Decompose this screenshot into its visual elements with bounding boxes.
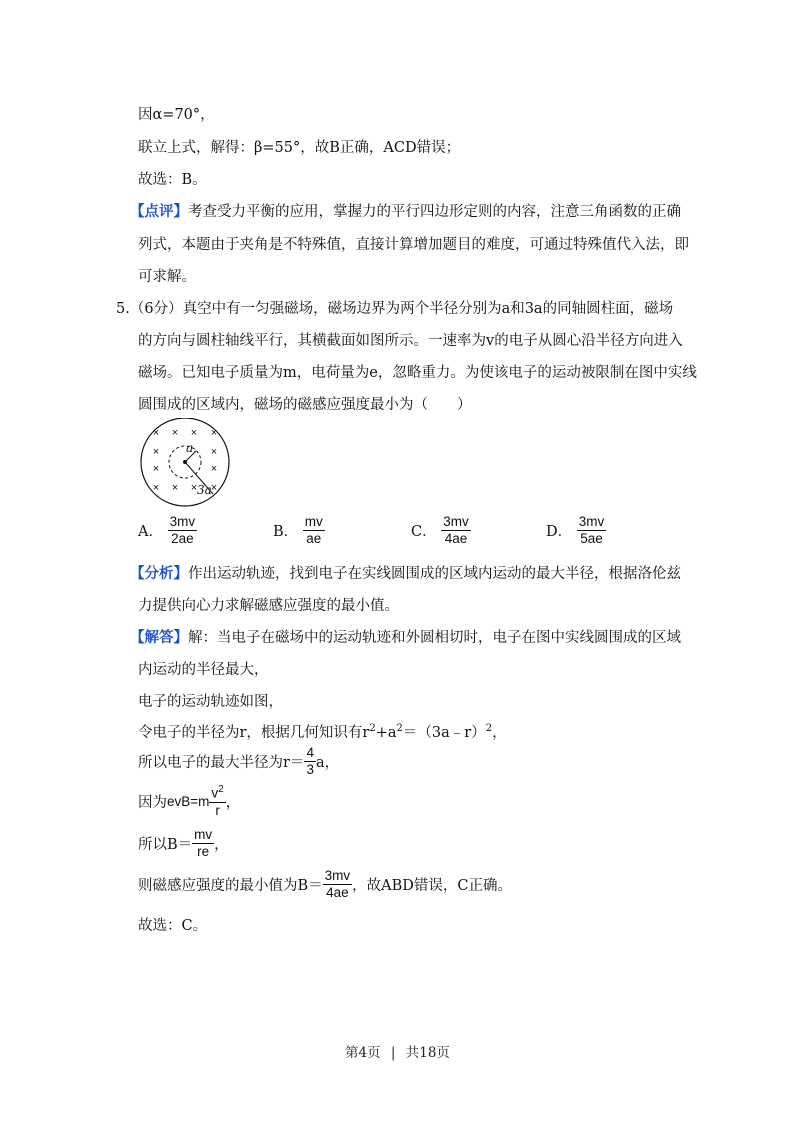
- eq-text: 因为: [138, 794, 167, 811]
- x-mark: ×: [190, 427, 198, 439]
- page-number: 第4页: [345, 1045, 381, 1061]
- x-mark: ×: [171, 427, 179, 439]
- analysis-text-1: 作出运动轨迹，找到电子在实线圆围成的区域内运动的最大半径，根据洛伦兹: [188, 566, 681, 582]
- option-c-fraction: [441, 515, 471, 546]
- x-mark: ×: [210, 427, 218, 439]
- option-a-fraction: [168, 515, 198, 546]
- option-b-den: ae: [306, 531, 322, 547]
- label-3a: 3a: [197, 483, 212, 497]
- x-mark: ×: [152, 446, 160, 458]
- frac-den: re: [197, 844, 210, 860]
- q5-stem-1: （6分）真空中有一匀强磁场，磁场边界为两个半径分别为a和3a的同轴圆柱面，磁场: [129, 301, 674, 317]
- frac-den: r: [215, 802, 220, 818]
- frac-num: mv: [192, 828, 214, 844]
- eq-text: +a: [375, 725, 397, 741]
- fraction-mv-re: [192, 828, 214, 859]
- option-c-label: C．: [411, 524, 437, 541]
- q5-stem-line-3: 磁场。已知电子质量为m，电荷量为e，忽略重力。为使该电子的运动被限制在图中实线: [138, 365, 697, 381]
- solution-tag: 【解答】: [130, 629, 188, 646]
- x-mark: ×: [171, 482, 179, 494]
- option-b-num: mv: [303, 515, 325, 531]
- solution-line-4: [138, 721, 507, 742]
- x-mark: ×: [152, 463, 160, 475]
- review-tag: 【点评】: [130, 203, 188, 220]
- option-a-num: 3mv: [168, 515, 198, 531]
- solution-line-7: [138, 828, 229, 859]
- review-line-2: 列式，本题由于夹角是不特殊值，直接计算增加题目的难度，可通过特殊值代入法，即: [138, 237, 689, 253]
- frac-den: 4ae: [326, 885, 349, 901]
- option-a-label: A．: [138, 524, 163, 541]
- eq-text: 则磁感应强度的最小值为B＝: [138, 878, 323, 895]
- fraction-v2-r: [209, 785, 225, 818]
- solution-line-3: 电子的运动轨迹如图，: [138, 694, 283, 710]
- eq-text: ，: [214, 837, 229, 854]
- eq-text: ，故ABD错误，C正确。: [352, 878, 513, 895]
- solution-line-5: [138, 746, 339, 777]
- frac-num: [209, 785, 225, 803]
- frac-num-sup: 2: [218, 784, 224, 795]
- option-b[interactable]: [273, 515, 325, 546]
- page-total: 共18页: [405, 1045, 450, 1061]
- fraction-4-3: [304, 746, 316, 777]
- option-d-fraction: [577, 515, 607, 546]
- option-d[interactable]: [546, 515, 606, 546]
- prev-line-3: 故选：B。: [138, 172, 207, 188]
- footer-separator: |: [390, 1045, 396, 1061]
- option-b-label: B．: [273, 524, 299, 541]
- solution-line-8: [138, 869, 512, 900]
- eq-text: ，: [225, 794, 241, 811]
- prev-line-2: 联立上式，解得：β=55°，故B正确，ACD错误；: [138, 140, 461, 156]
- frac-num: 4: [304, 746, 316, 762]
- x-mark: ×: [210, 482, 218, 494]
- eq-sup: 2: [369, 723, 376, 735]
- option-a[interactable]: [138, 515, 197, 546]
- fraction-3mv-4ae: [323, 869, 353, 900]
- solution-line-1: [130, 626, 681, 647]
- frac-den: 3: [306, 762, 314, 778]
- frac-num-v: v: [211, 785, 219, 801]
- eq-text: ，: [492, 725, 507, 741]
- solution-line-9: 故选：C。: [138, 918, 208, 934]
- solution-line-6: [138, 785, 240, 818]
- option-b-fraction: [303, 515, 325, 546]
- option-c-num: 3mv: [441, 515, 471, 531]
- eq-text: 所以电子的最大半径为r＝: [138, 755, 305, 772]
- magnetic-field-figure: [135, 418, 237, 510]
- review-text-1: 考查受力平衡的应用，掌握力的平行四边形定则的内容，注意三角函数的正确: [188, 204, 681, 220]
- option-c-den: 4ae: [444, 531, 468, 547]
- analysis-line-1: [130, 562, 681, 583]
- option-a-den: 2ae: [171, 531, 194, 547]
- x-mark: ×: [152, 482, 160, 494]
- page-footer: [345, 1041, 450, 1061]
- x-mark: ×: [210, 446, 218, 458]
- analysis-line-2: 力提供向心力求解磁感应强度的最小值。: [138, 598, 399, 614]
- solution-text-1: 解：当电子在磁场中的运动轨迹和外圆相切时，电子在图中实线圆围成的区域: [188, 630, 681, 646]
- analysis-tag: 【分析】: [130, 565, 188, 582]
- q5-stem-line-2: 的方向与圆柱轴线平行，其横截面如图所示。一速率为v的电子从圆心沿半径方向进入: [138, 333, 683, 349]
- eq-text: evB=m: [167, 793, 210, 809]
- x-mark: ×: [210, 463, 218, 475]
- option-d-num: 3mv: [577, 515, 607, 531]
- option-d-label: D．: [546, 524, 573, 541]
- q5-stem-line-1: [116, 297, 673, 318]
- review-line-1: [130, 200, 681, 221]
- x-mark: ×: [152, 427, 160, 439]
- prev-line-1: 因α=70°，: [138, 107, 215, 123]
- eq-text: 所以B＝: [138, 837, 193, 854]
- eq-sup: 2: [396, 723, 403, 735]
- q5-stem-line-4: 圆围成的区域内，磁场的磁感应强度最小为（ ）: [138, 397, 472, 413]
- review-line-3: 可求解。: [138, 269, 196, 285]
- q5-number: 5.: [116, 301, 130, 317]
- eq-text: ＝（3a﹣r）: [402, 725, 486, 741]
- x-mark: ×: [190, 482, 198, 494]
- eq-sup: 2: [485, 723, 493, 735]
- eq-text: a，: [315, 755, 340, 772]
- eq-text: 令电子的半径为r，根据几何知识有r: [138, 725, 370, 741]
- solution-line-2: 内运动的半径最大，: [138, 662, 269, 678]
- frac-num: 3mv: [323, 869, 353, 885]
- option-c[interactable]: [411, 515, 471, 546]
- option-d-den: 5ae: [580, 531, 603, 547]
- label-a: a: [186, 441, 194, 455]
